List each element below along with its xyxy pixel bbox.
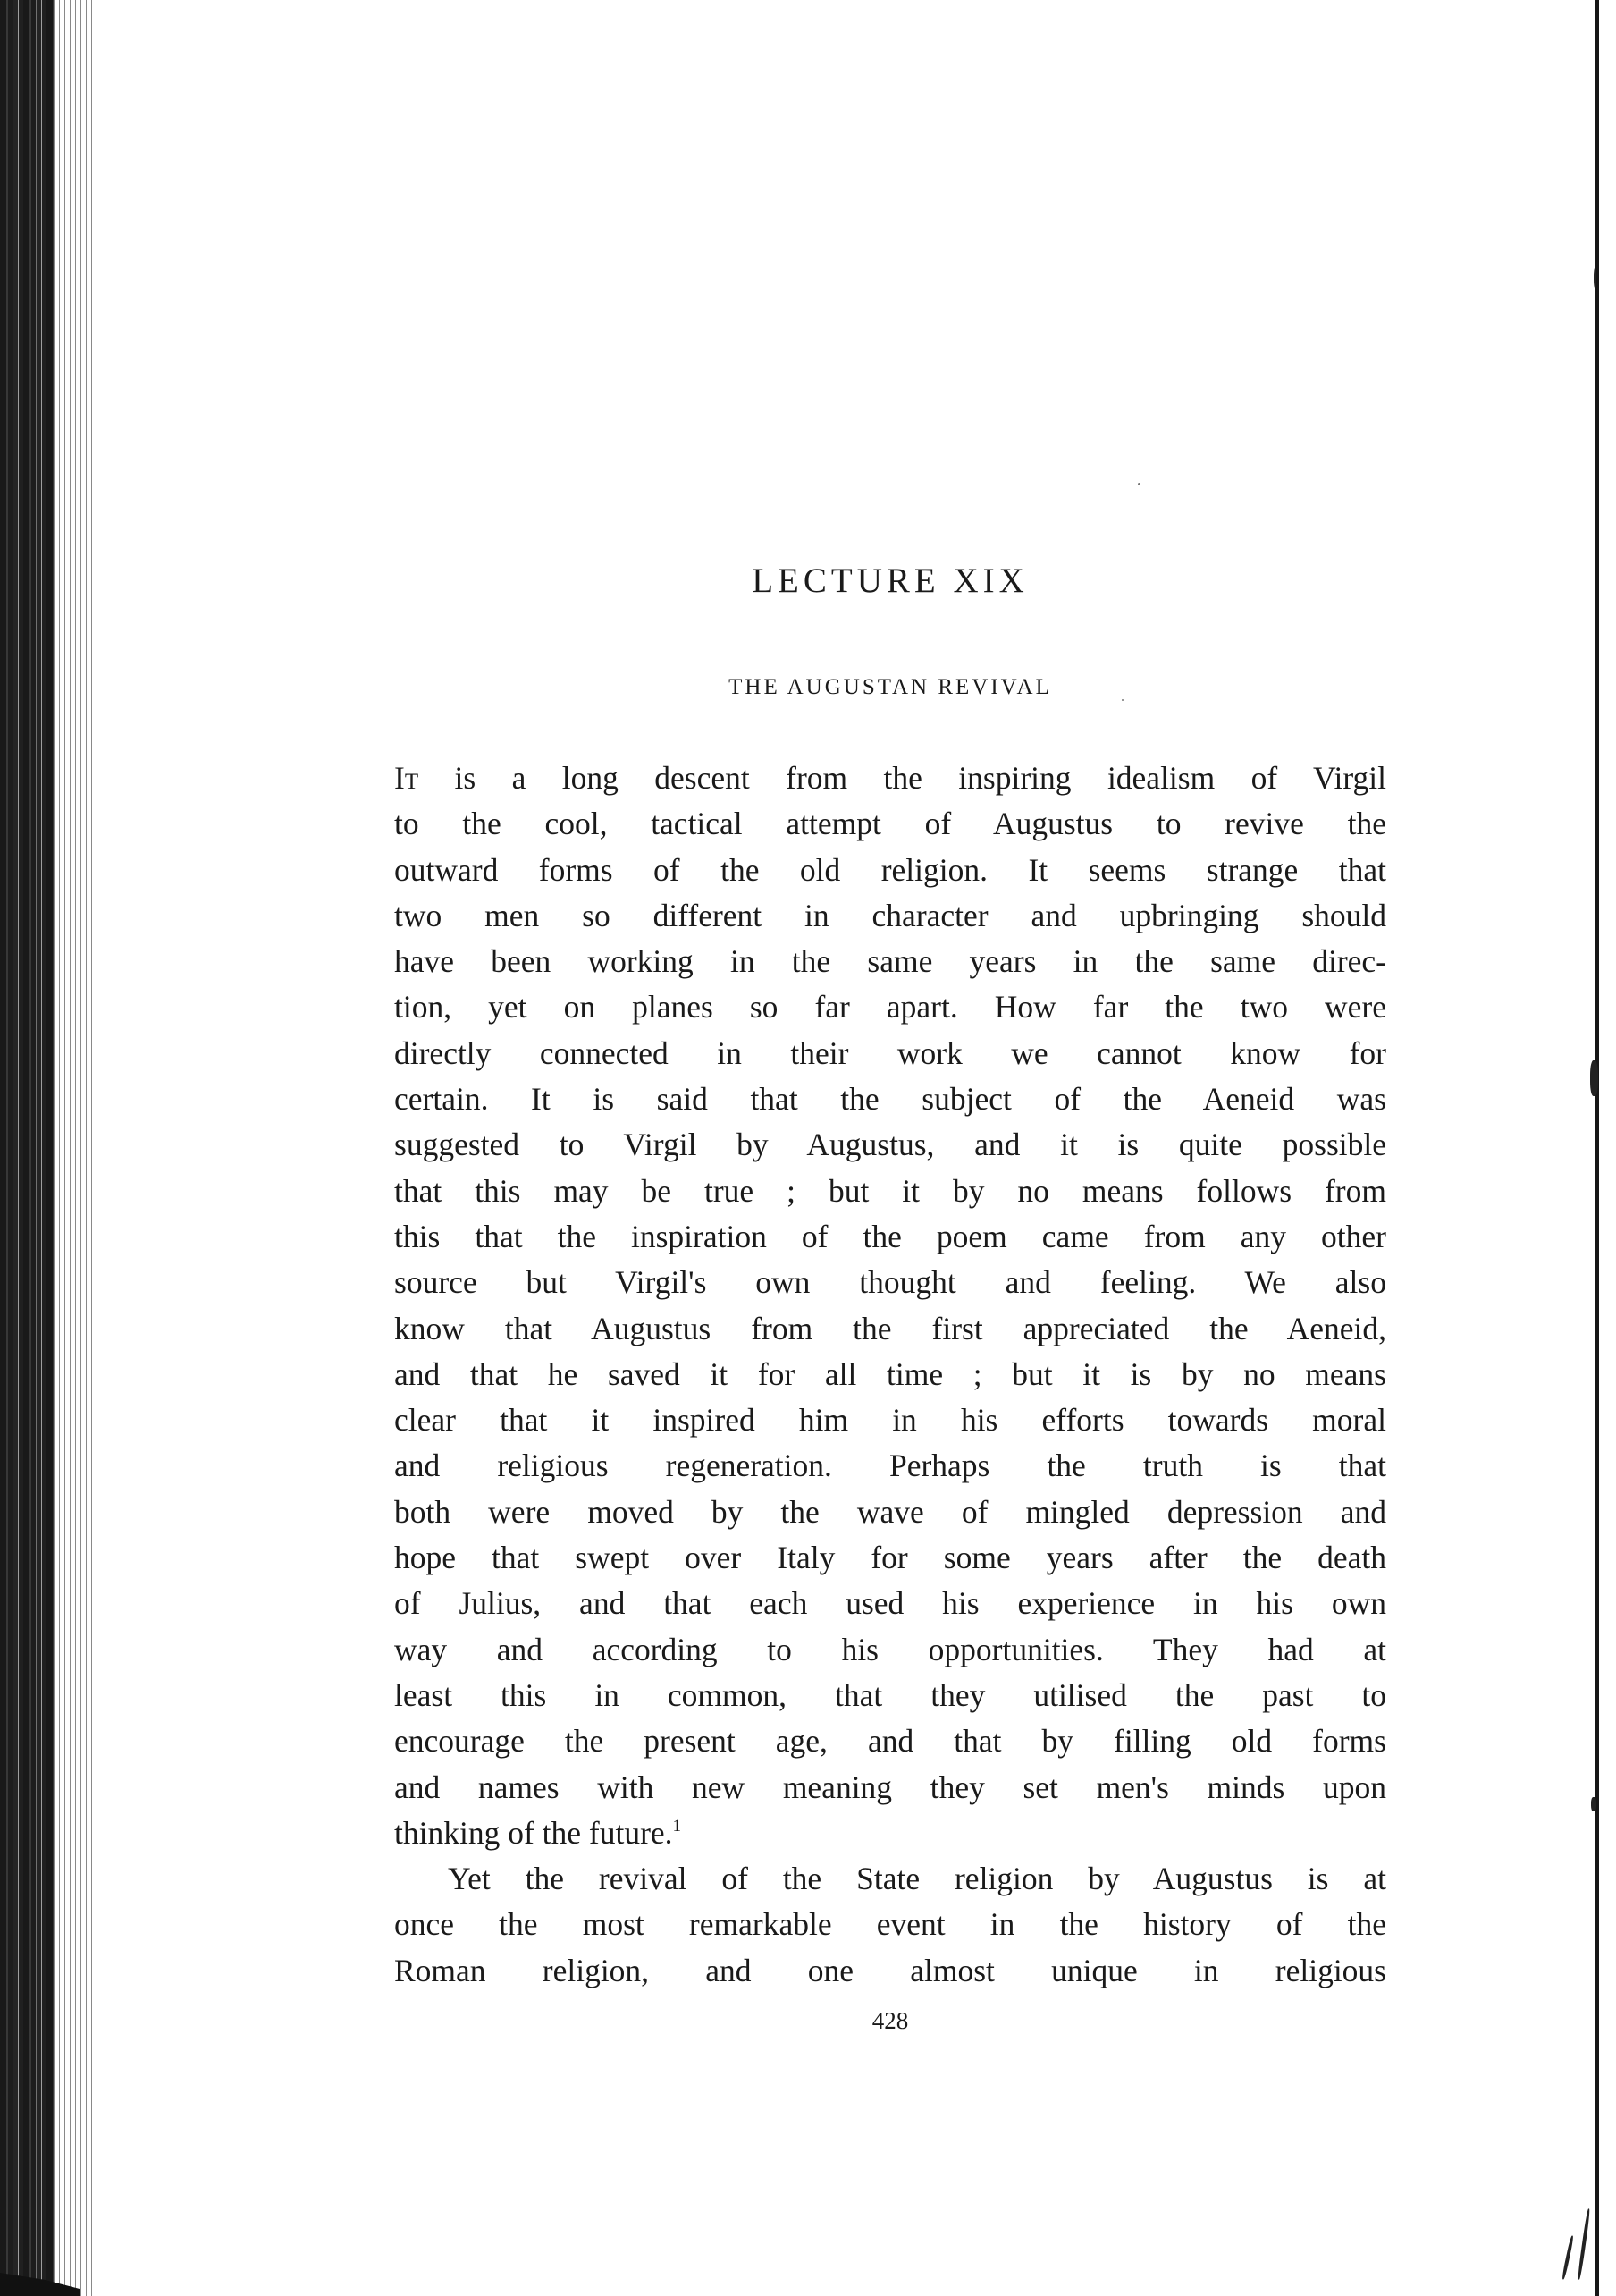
text-line: suggested to Virgil by Augustus, and it is quite possible <box>394 1127 1386 1163</box>
text-line: tion, yet on planes so far apart. How far the two were <box>394 989 1386 1026</box>
edge-mark <box>1561 2235 1574 2280</box>
text-line: clear that it inspired him in his efforts towards moral <box>394 1402 1386 1439</box>
edge-mark <box>1594 268 1596 288</box>
text-line-content: thinking of the future. <box>394 1814 673 1851</box>
text-line: way and according to his opportunities. They had at <box>394 1631 1386 1667</box>
edge-mark <box>1590 1060 1598 1096</box>
text-line: least this in common, that they utilised the past to <box>394 1676 1386 1713</box>
paragraph-start-line: Yet the revival of the State religion by Augustus is at <box>448 1861 1386 1897</box>
text-line: that this may be true ; but it by no means follows from <box>394 1172 1386 1209</box>
binding-shadow <box>54 0 98 2296</box>
text-line: and that he saved it for all time ; but it is by no means <box>394 1355 1386 1392</box>
body-text <box>394 755 1386 1994</box>
lecture-heading: LECTURE XIX <box>752 561 1029 600</box>
text-line: encourage the present age, and that by filling old forms <box>394 1723 1386 1760</box>
text-line: this that the inspiration of the poem came from any other <box>394 1218 1386 1254</box>
text-line: to the cool, tactical attempt of Augustus to revive the <box>394 806 1386 842</box>
footnote-marker: 1 <box>672 1816 682 1836</box>
book-binding-edge <box>0 0 54 2296</box>
text-line: Roman religion, and one almost unique in religious <box>394 1952 1386 1988</box>
opening-small-caps: It <box>394 760 419 796</box>
text-line <box>394 1811 1386 1856</box>
paper-speck <box>1122 699 1124 701</box>
edge-mark <box>1577 2208 1590 2280</box>
text-line: once the most remarkable event in the history of the <box>394 1906 1386 1943</box>
page-number: 428 <box>871 2007 909 2034</box>
text-line: and names with new meaning they set men's minds upon <box>394 1768 1386 1805</box>
text-line: of Julius, and that each used his experience in his own <box>394 1585 1386 1622</box>
text-line: have been working in the same years in the same direc- <box>394 943 1386 980</box>
text-line: two men so different in character and upbringing should <box>394 897 1386 933</box>
lecture-subtitle: THE AUGUSTAN REVIVAL <box>728 675 1052 699</box>
edge-mark <box>1591 1797 1596 1811</box>
text-line-rest: is a long descent from the inspiring idealism of Virgil <box>418 760 1386 796</box>
text-line: certain. It is said that the subject of the Aeneid was <box>394 1081 1386 1118</box>
text-line: source but Virgil's own thought and feeling. We also <box>394 1264 1386 1301</box>
text-line: know that Augustus from the first appreciated the Aeneid, <box>394 1310 1386 1346</box>
text-line: both were moved by the wave of mingled depression and <box>394 1493 1386 1530</box>
text-line: directly connected in their work we cannot know for <box>394 1034 1386 1071</box>
right-page-edge <box>1595 0 1599 2296</box>
text-line: hope that swept over Italy for some years after the death <box>394 1540 1386 1576</box>
text-line: and religious regeneration. Perhaps the truth is that <box>394 1448 1386 1484</box>
paper-speck <box>1138 483 1140 485</box>
text-line: outward forms of the old religion. It seems strange that <box>394 851 1386 888</box>
text-line <box>394 755 1386 801</box>
